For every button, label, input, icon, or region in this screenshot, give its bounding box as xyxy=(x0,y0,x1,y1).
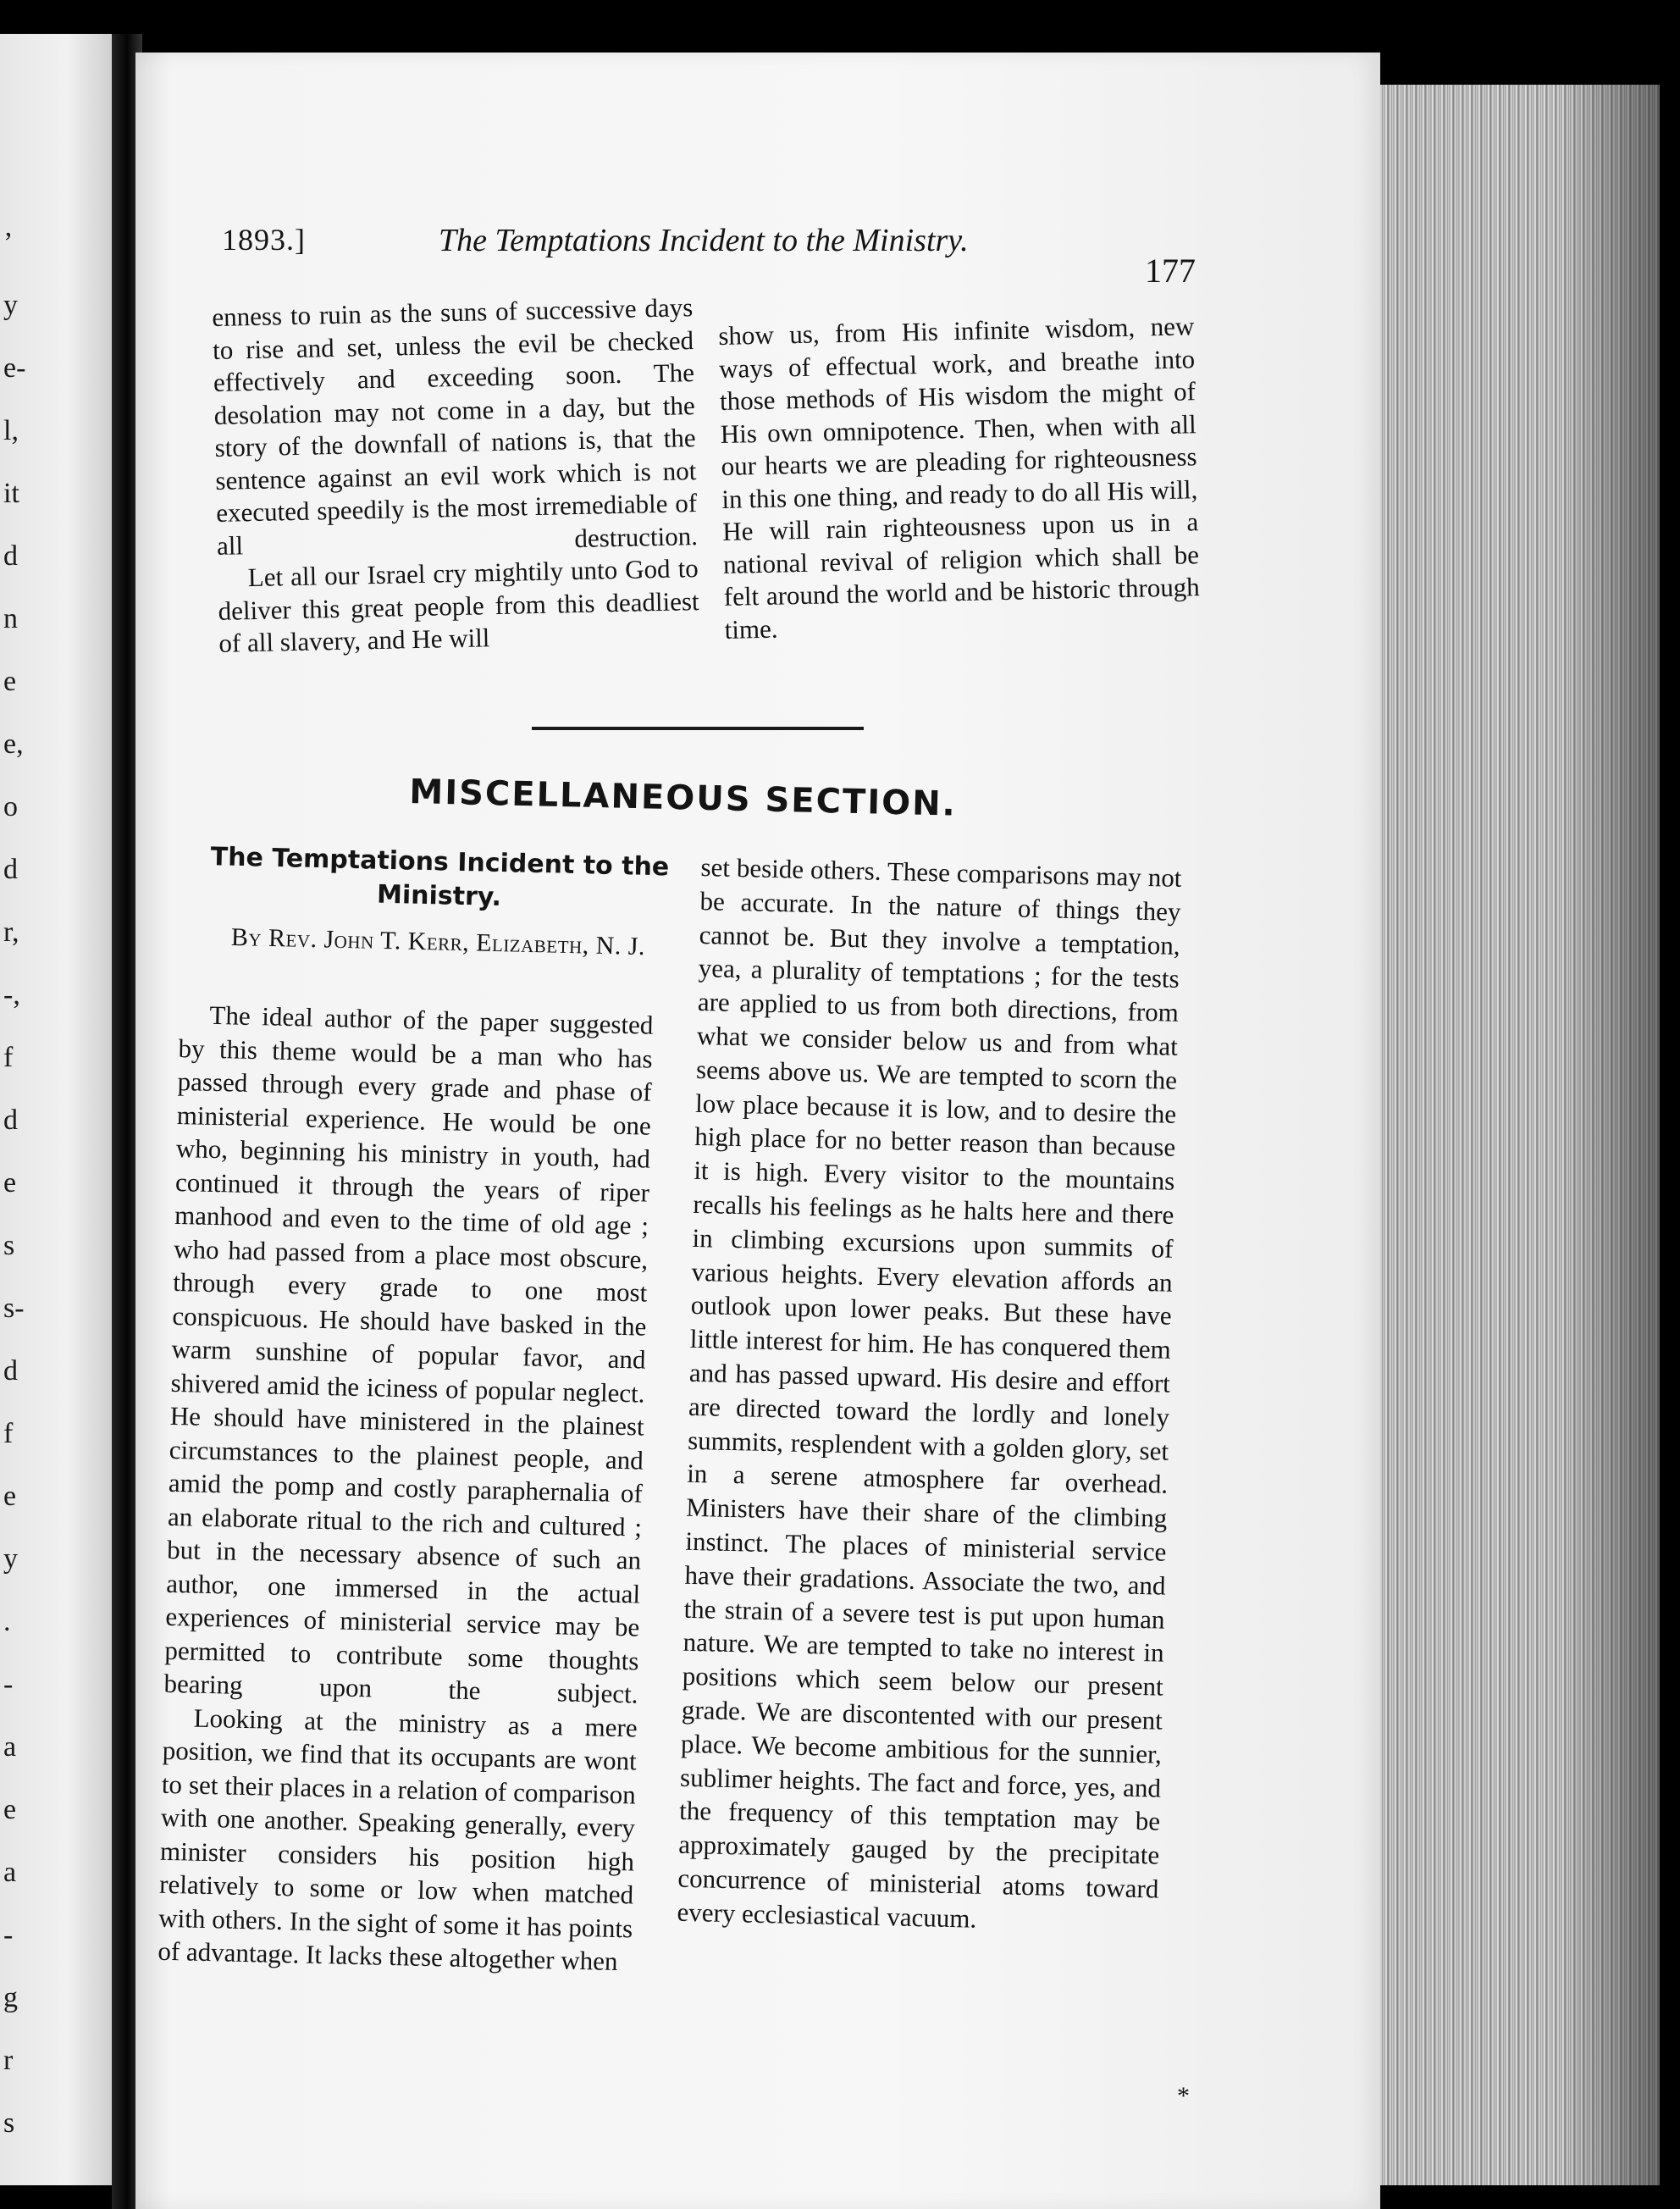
edge-character: a xyxy=(3,1731,17,1763)
edge-character: e xyxy=(3,1167,17,1199)
article-left-column xyxy=(158,998,654,1979)
edge-character: s- xyxy=(3,1293,25,1324)
article-title: The Temptations Incident to the Ministry. xyxy=(210,842,670,912)
edge-character: r xyxy=(3,2045,14,2076)
edge-character: - xyxy=(3,1669,14,1700)
edge-character: - xyxy=(3,1919,14,1951)
edge-character: it xyxy=(3,478,19,509)
edge-character: e xyxy=(3,666,17,697)
edge-character: f xyxy=(3,1418,14,1449)
edge-character: d xyxy=(3,1104,18,1136)
paragraph: set beside others. These comparisons may not be accurate. In the nature of things they cannot be. But they involve a temptation, yea, a plurality of temptations ; for the tests are applied to us from both directions, from what we consider below us and from what seems above us. We are tempted to scorn the low place because it is low, and to desire the high place for no better reason than because it is high. Every visitor to the mountains recalls his feelings as he halts here and there in climbing excursions upon summits of various heights. Every elevation affords an outlook upon lower peaks. But these have little interest for him. He has conquered them and has passed upward. His desire and effort are directed toward the lordly and lonely summits, resplendent with a golden glory, set in a serene atmosphere far overhead. Ministers have their share of the climbing instinct. The places of ministerial service have their gradations. Associate the two, and the strain of a severe test is put upon human nature. We are tempted to take no interest in positions which seem below our present grade. We are discontented with our present place. We become ambitious for the sunnier, sublimer heights. The fact and force, yes, and the frequency of this temptation may be approximately gauged by the precipitate concurrence of ministerial atoms toward every ecclesiastical vacuum. xyxy=(677,851,1182,1934)
article-byline: By Rev. John T. Kerr, Elizabeth, N. J. xyxy=(230,922,646,961)
previous-page-edge xyxy=(0,34,112,2185)
paragraph: Let all our Israel cry mightily unto God to deliver this great people from this deadliest of all slavery, and He will xyxy=(218,553,699,658)
edge-character: f xyxy=(3,1042,14,1073)
article-right-column xyxy=(677,850,1182,1940)
edge-character: -, xyxy=(3,979,20,1010)
section-heading: MISCELLANEOUS SECTION. xyxy=(408,772,958,824)
running-head-title: The Temptations Incident to the Ministry. xyxy=(439,223,969,258)
edge-character: y xyxy=(3,290,18,321)
edge-character: n xyxy=(3,603,18,634)
edge-character: e- xyxy=(3,352,26,384)
edge-character: s xyxy=(3,1230,15,1261)
top-right-column xyxy=(718,310,1201,646)
edge-character: r, xyxy=(3,916,19,948)
edge-character: d xyxy=(3,540,18,572)
paragraph: Looking at the ministry as a mere position, we find that its occupants are wont to set their places in a relation of comparison with one another. Speaking generally, every minister considers his position high relatively to some or low when matched with others. In the sight of some it has points of advantage. It lacks these altogether when xyxy=(158,1702,638,1977)
paragraph: show us, from His infinite wisdom, new ways of effectual work, and breathe into those methods of His wisdom the might of His own omnipotence. Then, when with all our hearts we are pleading for righteousness in this one thing, and ready to do all His will, He will rain righteousness upon us in a national revival of religion which shall be felt around the world and be historic through time. xyxy=(718,311,1201,645)
paragraph: The ideal author of the paper suggested by this theme would be a man who has passed through every grade and phase of ministerial experience. He would be one who, beginning his ministry in youth, had continued it through the years of riper manhood and even to the time of old age ; who had passed from a place most obscure, through every grade to one most conspicuous. He should have basked in the warm sunshine of popular favor, and shivered amid the iciness of popular neglect. He should have ministered in the plainest circumstances to the plainest people, and amid the pomp and costly paraphernalia of an elaborate ritual to the rich and cultured ; but in the necessary absence of such an author, one immersed in the actual experiences of ministerial service may be permitted to contribute some thoughts bearing upon the subject. xyxy=(163,999,654,1709)
edge-character: e xyxy=(3,1481,17,1512)
book-page-edges xyxy=(1355,85,1660,2185)
edge-character: e, xyxy=(3,728,24,760)
edge-character: l, xyxy=(3,415,19,446)
footer-mark: * xyxy=(1177,2082,1190,2110)
section-divider xyxy=(532,727,864,730)
edge-character: s xyxy=(3,2107,15,2139)
top-left-column xyxy=(212,291,700,660)
edge-character: o xyxy=(3,791,18,822)
edge-character: d xyxy=(3,854,18,885)
edge-character: g xyxy=(3,1982,18,2013)
edge-character: ’ xyxy=(3,227,14,258)
edge-character: d xyxy=(3,1355,18,1387)
running-head-year: 1893.] xyxy=(222,223,306,257)
paragraph: enness to ruin as the suns of successive days to rise and set, unless the evil be checked effectively and exceeding soon. The desolation may not come in a day, but the story of the downfall of nations is, that the sentence against an evil work which is not executed speedily is the most irremediable of all destruction. xyxy=(212,292,699,561)
edge-character: a xyxy=(3,1857,17,1888)
edge-character: . xyxy=(3,1606,11,1637)
edge-character: y xyxy=(3,1543,18,1575)
edge-character: e xyxy=(3,1794,17,1825)
page-number: 177 xyxy=(1145,252,1196,290)
